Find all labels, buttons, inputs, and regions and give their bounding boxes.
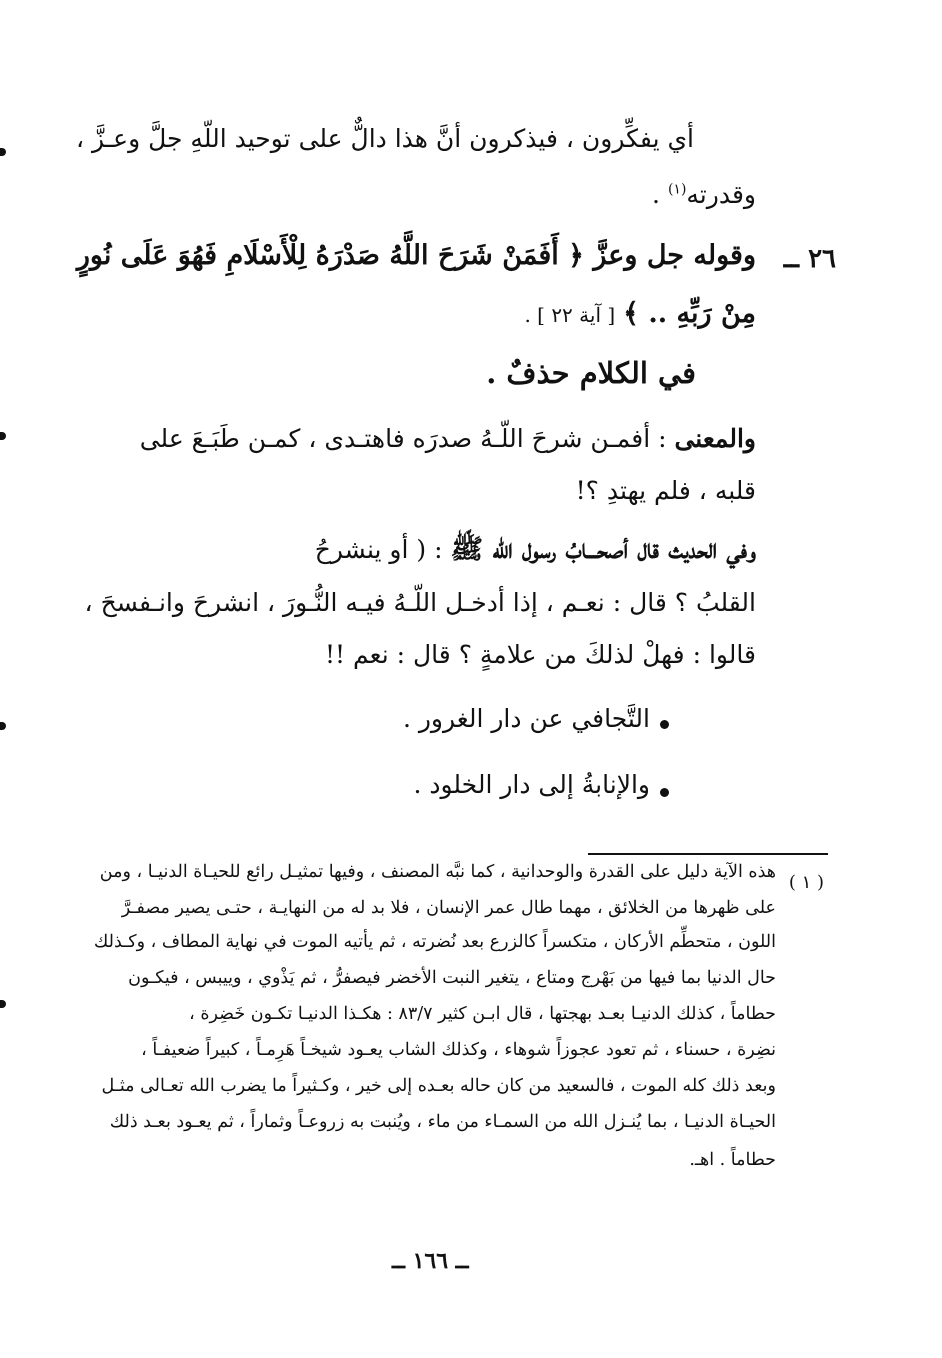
scan-edge-mark (0, 1000, 6, 1008)
footnote-ref: (١) (667, 181, 687, 198)
body-line: قلبه ، فلم يهتدِ ؟! (575, 476, 756, 505)
footnote-line: اللون ، متحطِّم الأركان ، متكسراً كالزرع بعد نُضرته ، ثم يأتيه الموت في نهاية المطاف ، وكـذلك (93, 932, 776, 952)
quran-verse: مِنْ رَبِّهِ .. ﴾ (623, 298, 756, 329)
page-number: ــ ١٦٦ ــ (392, 1248, 469, 1274)
footnote-line: على ظهرها من الخلائق ، مهما طال عمر الإنسان ، فلا بد له من النهايـة ، حتـى يصير مصفـرَّ (121, 898, 776, 918)
footnote-line: حطاماً ، كذلك الدنيـا بعـد بهجتها ، قال ابـن كثير ٨٣/٧ : هكـذا الدنيـا تكـون خَضِرة ، (189, 1004, 776, 1024)
footnote-rule (588, 853, 828, 855)
body-text: : أفمـن شرحَ اللّـهُ صدرَه فاهتـدى ، كمـن طَبَـعَ على (139, 424, 667, 453)
body-line: قالوا : فهلْ لذلكَ من علامةٍ ؟ قال : نعم !! (325, 640, 756, 669)
body-line (140, 424, 756, 454)
bullet-icon (660, 720, 669, 729)
footnote-line: الحيـاة الدنيـا ، بما يُنـزل الله من السمـاء من ماء ، ويُنبت به زروعـاً وثماراً ، ثم يعـود بعـد ذلك (109, 1112, 776, 1132)
scan-edge-mark (0, 722, 6, 730)
verse-line (524, 298, 756, 330)
bullet-item: التَّجافي عن دار الغرور . (402, 704, 650, 733)
scan-edge-mark (0, 432, 6, 440)
body-text: : ( أو ينشرحُ (314, 535, 443, 564)
footnote-line: نضِرة ، حسناء ، ثم تعود عجوزاً شوهاء ، وكذلك الشاب يعـود شيخـاً هَرِمـاً ، كبيراً ضعيفـاً ، (141, 1040, 776, 1060)
bullet-item: والإنابةُ إلى دار الخلود . (413, 770, 650, 799)
item-number: ٢٦ ــ (783, 244, 836, 274)
bullet-icon (660, 788, 669, 797)
body-text: وقدرته (686, 180, 756, 209)
body-text: . (652, 180, 668, 209)
scan-edge-mark (0, 148, 6, 156)
body-line (652, 180, 756, 210)
section-heading: في الكلام حذفٌ . (486, 356, 696, 390)
footnote-number: ( ١ ) (788, 872, 824, 893)
hadith-label: وفي الحديث قال أصحـــابُ رسول الله ﷺ (450, 534, 756, 565)
body-line (315, 534, 756, 566)
footnote-line: وبعد ذلك كله الموت ، فالسعيد من كان حاله بعـده إلى خير ، وكـثيراً ما يضرب الله تعـالى مثـل (101, 1076, 776, 1096)
verse-reference: [ آية ٢٢ ] . (524, 303, 616, 327)
footnote-line: هذه الآية دليل على القدرة والوحدانية ، كما نبَّه المصنف ، وفيها تمثيـل رائع للحيـاة الدنيـا ، ومن (99, 862, 776, 882)
verse-intro: وقوله جل وعزَّ (593, 240, 756, 271)
quran-verse: ﴿ أَفَمَنْ شَرَحَ اللَّهُ صَدْرَهُ لِلْأَسْلَامِ فَهُوَ عَلَى نُورٍ (76, 240, 584, 271)
verse-line (77, 240, 756, 272)
footnote-line: حال الدنيا بما فيها من بَهْرج ومتاع ، يتغير النبت الأخضر فيصفرُّ ، ثم يَذْوي ، وييبس ، فيكـون (128, 968, 776, 988)
footnote-line: حطاماً . اهـ. (689, 1150, 776, 1170)
body-line: القلبُ ؟ قال : نعـم ، إذا أدخـل اللّـهُ فيـه النُّـورَ ، انشرحَ وانـفسحَ ، (84, 588, 756, 617)
meaning-label: والمعنى (674, 424, 756, 453)
body-line: أي يفكِّرون ، فيذكرون أنَّ هذا دالٌّ على توحيد اللّهِ جلَّ وعـزَّ ، (76, 124, 694, 153)
